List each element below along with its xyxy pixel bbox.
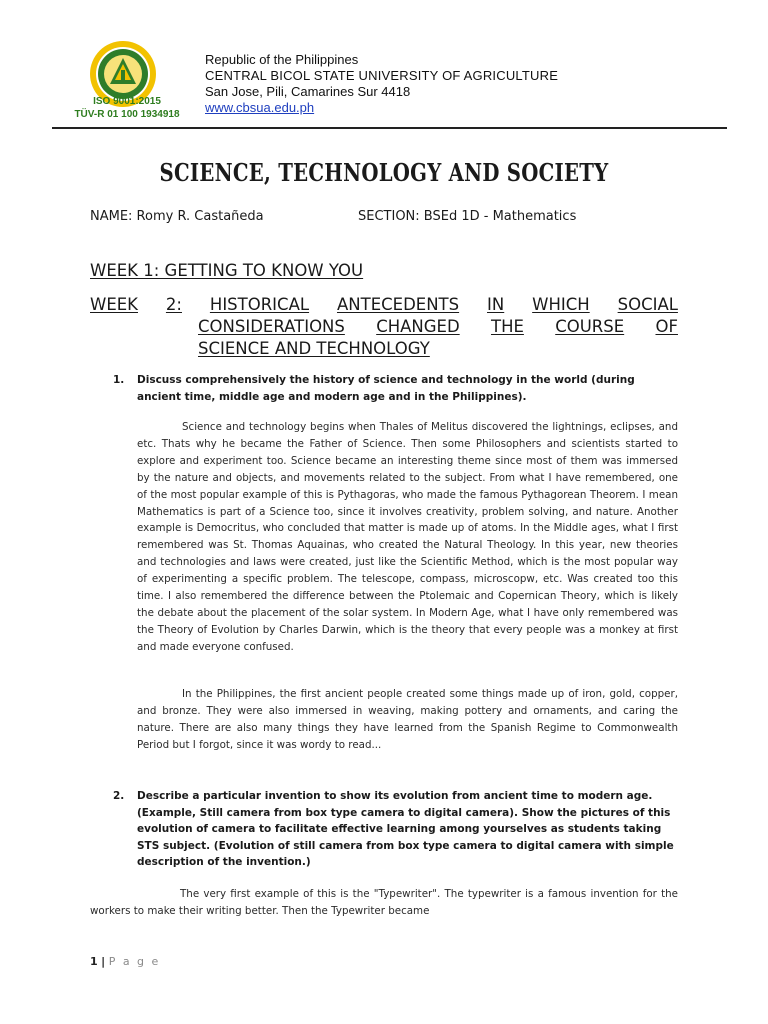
week2-word: CONSIDERATIONS (198, 317, 345, 336)
question-text: Describe a particular invention to show its evolution from ancient time to modern age. (Example, Still camera from box type camera to digital camera). Show the pictures of this evolution of camera to facilitate effective learning among yourselves as students taking STS subject. (Evolution of still camera from box type camera to digital camera with simple description of the invention.) (137, 790, 674, 868)
answer-text: Science and technology begins when Thales of Melitus discovered the lightnings, eclipses, and etc. Thats why he became the Father of Science. Then some Philosophers and scientists started to explore and experiment too. Science became an interesting theme since most of them was immersed by the nature and objects, and movements related to the subject. From what I have remembered, one of the most popular example of this is Pythagoras, who made the famous Pythagorean Theorem. I mean Mathematics is part of a Science too, since it involves creativity, problem solving, and nature. Another example is Democritus, who concluded that matter is made up of atoms. In the Middle ages, what I first remembered was St. Thomas Aquainas, who created the Natural Theology. In this year, new theories and technologies and laws were created, just like the Scientific Method, which is the most popular way of experimenting a specific problem. The telescope, compass, microscopw, etc. Was created too this time. I also remembered the difference between the Ptolemaic and Copernican Theory, which is likely the debate about the placement of the solar system. In Modern Age, what I have only remembered was the Theory of Evolution by Charles Darwin, which is the theory that every people was a monkey at first and made everyone confused. (137, 421, 678, 653)
website-link[interactable]: www.cbsua.edu.ph (205, 100, 315, 115)
week2-word: ANTECEDENTS (336, 295, 460, 314)
university-name: CENTRAL BICOL STATE UNIVERSITY OF AGRICULTURE (205, 68, 559, 83)
week2-line-2 (90, 316, 678, 338)
question-2 (113, 788, 678, 871)
week2-word: THE (490, 317, 524, 336)
iso-certification (52, 95, 202, 121)
page-label: P a g e (108, 955, 161, 968)
student-name: NAME: Romy R. Castañeda (90, 209, 264, 224)
student-section: SECTION: BSEd 1D - Mathematics (358, 209, 577, 224)
document-title: SCIENCE, TECHNOLOGY AND SOCIETY (159, 158, 609, 187)
week2-word: SOCIAL (617, 295, 678, 314)
week2-word: IN (487, 295, 505, 314)
week2-word: CHANGED (376, 317, 460, 336)
week2-word: HISTORICAL (209, 295, 310, 314)
answer-paragraph-1 (137, 419, 678, 656)
iso-cert-number: TÜV-R 01 100 1934918 (74, 109, 180, 120)
iso-standard: ISO 9001:2015 (93, 96, 161, 107)
answer-text: In the Philippines, the first ancient people created some things made up of iron, gold, copper, and bronze. They were also immersed in weaving, making pottery and ornaments, and caring the nature. There are also many things they have learned from the Spanish Regime to Commonwealth Period but I forgot, since it was wordy to read... (137, 688, 678, 751)
question-1 (113, 372, 678, 405)
week2-line-3: SCIENCE AND TECHNOLOGY (198, 339, 430, 358)
page-number: 1 (90, 955, 98, 968)
week2-word: OF (655, 317, 678, 336)
question-number: 1. (113, 374, 125, 386)
week2-heading (90, 294, 678, 360)
question-text: Discuss comprehensively the history of science and technology in the world (during ancient time, middle age and modern age and in the Philippines). (137, 374, 635, 403)
week2-word: WHICH (532, 295, 590, 314)
week1-heading: WEEK 1: GETTING TO KNOW YOU (90, 261, 364, 280)
question-number: 2. (113, 790, 125, 802)
week2-word: 2: (165, 295, 182, 314)
answer-text: The very first example of this is the "Typewriter". The typewriter is a famous invention for the workers to make their writing better. Then the Typewriter became (90, 888, 678, 917)
week2-word: WEEK (90, 295, 138, 314)
university-address: San Jose, Pili, Camarines Sur 4418 (205, 84, 411, 99)
page-footer (90, 955, 160, 968)
letterhead (205, 52, 558, 116)
answer-paragraph-3 (90, 886, 678, 920)
answer-paragraph-2 (137, 686, 678, 754)
header-divider (52, 127, 727, 129)
week2-line-1 (90, 294, 678, 316)
republic-line: Republic of the Philippines (205, 52, 359, 67)
page-separator: | (101, 955, 106, 968)
week2-word: COURSE (555, 317, 625, 336)
